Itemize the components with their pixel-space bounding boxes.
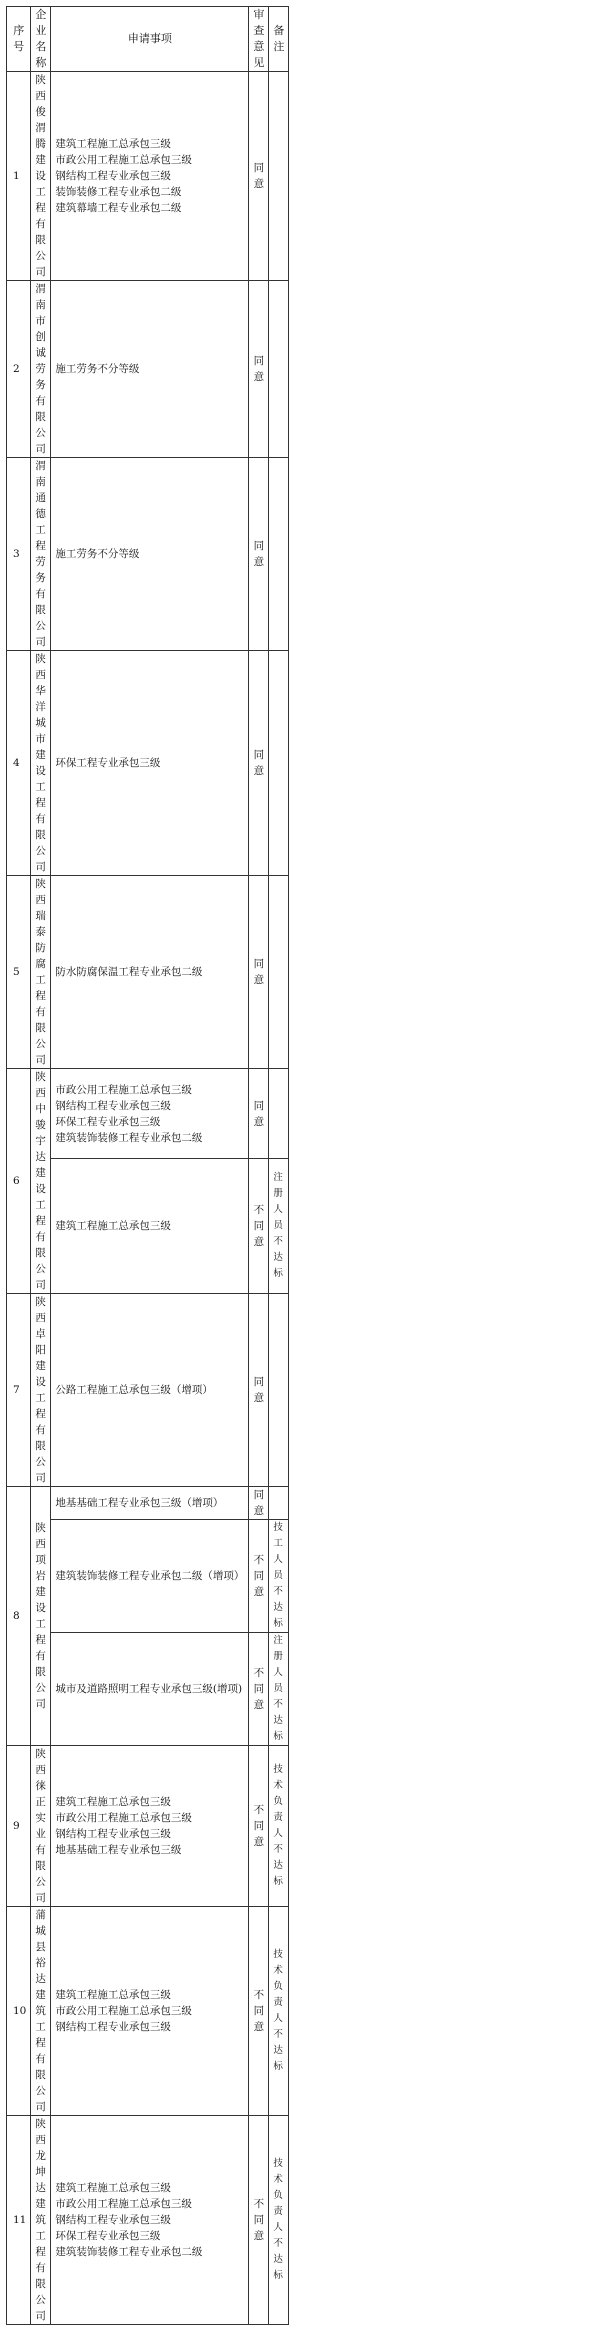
item-line: 环保工程专业承包三级 (55, 2230, 161, 2242)
header-seq-line2: 号 (13, 40, 25, 53)
item-line: 施工劳务不分等级 (55, 548, 140, 560)
items-cell (51, 1746, 249, 1907)
review-cell: 不同意 (249, 1633, 269, 1746)
note-cell (269, 876, 289, 1069)
items-cell (51, 876, 249, 1069)
note-cell: 注册人员不达标 (269, 1159, 289, 1294)
table-row (7, 1294, 289, 1487)
item-line: 钢结构工程专业承包三级 (55, 1828, 171, 1840)
item-line: 市政公用工程施工总承包三级 (55, 154, 192, 166)
item-line: 建筑工程施工总承包三级 (55, 2182, 171, 2194)
header-review-line2: 意见 (253, 40, 265, 69)
table-row (7, 651, 289, 876)
item-line: 建筑幕墙工程专业承包二级 (55, 202, 182, 214)
table-body (7, 72, 289, 2325)
seq-cell: 7 (7, 1294, 31, 1487)
table-row (7, 458, 289, 651)
items-cell (51, 1069, 249, 1159)
seq-cell: 8 (7, 1487, 31, 1746)
item-line: 钢结构工程专业承包三级 (55, 1099, 171, 1112)
review-cell: 不同意 (249, 1159, 269, 1294)
company-cell: 陕西徕正实业有限公司 (31, 1746, 51, 1907)
items-cell (51, 1294, 249, 1487)
note-cell (269, 1487, 289, 1520)
header-review (249, 7, 269, 72)
item-line: 防水防腐保温工程专业承包二级 (55, 966, 203, 978)
review-cell: 同意 (249, 1294, 269, 1487)
review-cell: 不同意 (249, 1907, 269, 2116)
item-line: 环保工程专业承包三级 (55, 1115, 161, 1128)
item-line: 建筑工程施工总承包三级 (55, 1220, 171, 1233)
company-cell: 陕西龙坤达建筑工程有限公司 (31, 2116, 51, 2325)
company-cell: 陕西俊渭腾建设工程有限公司 (31, 72, 51, 281)
review-cell: 同意 (249, 281, 269, 458)
item-line: 建筑装饰装修工程专业承包二级 (55, 1131, 203, 1144)
company-cell: 渭南市创诚劳务有限公司 (31, 281, 51, 458)
review-cell: 同意 (249, 72, 269, 281)
item-line: 钢结构工程专业承包三级 (55, 2214, 171, 2226)
review-cell: 不同意 (249, 2116, 269, 2325)
note-cell: 注册人员不达标 (269, 1633, 289, 1746)
review-cell: 同意 (249, 1487, 269, 1520)
table-row (7, 1746, 289, 1907)
table-row (7, 281, 289, 458)
item-line: 市政公用工程施工总承包三级 (55, 1083, 192, 1096)
header-row (7, 7, 289, 72)
header-items: 申请事项 (51, 7, 249, 72)
note-cell (269, 281, 289, 458)
company-cell: 蒲城县裕达建筑工程有限公司 (31, 1907, 51, 2116)
seq-cell: 5 (7, 876, 31, 1069)
item-line: 城市及道路照明工程专业承包三级(增项) (55, 1683, 243, 1695)
item-line: 地基基础工程专业承包三级（增项） (55, 1497, 224, 1509)
item-line: 环保工程专业承包三级 (55, 757, 161, 769)
company-cell: 陕西中骏宇达建设工程有限公司 (31, 1069, 51, 1294)
seq-cell: 6 (7, 1069, 31, 1294)
item-line: 建筑工程施工总承包三级 (55, 1989, 171, 2001)
note-cell: 技术负责人不达标 (269, 2116, 289, 2325)
note-cell (269, 651, 289, 876)
note-cell: 技术负责人不达标 (269, 1907, 289, 2116)
header-seq-line1: 序 (13, 24, 25, 37)
table-row (7, 2116, 289, 2325)
items-cell (51, 1907, 249, 2116)
note-cell (269, 458, 289, 651)
items-cell (51, 281, 249, 458)
item-line: 市政公用工程施工总承包三级 (55, 1812, 192, 1824)
item-line: 地基基础工程专业承包三级 (55, 1844, 182, 1856)
seq-cell: 1 (7, 72, 31, 281)
review-cell: 同意 (249, 1069, 269, 1159)
item-line: 装饰装修工程专业承包二级 (55, 186, 182, 198)
review-cell: 不同意 (249, 1520, 269, 1633)
item-line: 建筑工程施工总承包三级 (55, 1796, 171, 1808)
seq-cell: 3 (7, 458, 31, 651)
note-cell (269, 1294, 289, 1487)
item-line: 钢结构工程专业承包三级 (55, 170, 171, 182)
items-cell (51, 651, 249, 876)
company-cell: 陕西华洋城市建设工程有限公司 (31, 651, 51, 876)
note-cell (269, 72, 289, 281)
items-cell (51, 1520, 249, 1633)
review-cell: 同意 (249, 458, 269, 651)
item-line: 市政公用工程施工总承包三级 (55, 2198, 192, 2210)
item-line: 钢结构工程专业承包三级 (55, 2021, 171, 2033)
seq-cell: 4 (7, 651, 31, 876)
item-line: 建筑装饰装修工程专业承包二级 (55, 2246, 203, 2258)
table-row (7, 1487, 289, 1520)
seq-cell: 2 (7, 281, 31, 458)
seq-cell: 11 (7, 2116, 31, 2325)
item-line: 市政公用工程施工总承包三级 (55, 2005, 192, 2017)
review-cell: 同意 (249, 651, 269, 876)
item-line: 建筑工程施工总承包三级 (55, 138, 171, 150)
items-cell (51, 72, 249, 281)
header-company: 企业名称 (31, 7, 51, 72)
note-cell: 技工人员不达标 (269, 1520, 289, 1633)
item-line: 建筑装饰装修工程专业承包二级（增项） (55, 1570, 245, 1582)
company-cell: 渭南通德工程劳务有限公司 (31, 458, 51, 651)
company-cell: 陕西瑞泰防腐工程有限公司 (31, 876, 51, 1069)
header-seq (7, 7, 31, 72)
company-cell: 陕西项岩建设工程有限公司 (31, 1487, 51, 1746)
approval-table (6, 6, 289, 2325)
item-line: 施工劳务不分等级 (55, 363, 140, 375)
note-cell: 技术负责人不达标 (269, 1746, 289, 1907)
item-line: 公路工程施工总承包三级（增项） (55, 1384, 213, 1396)
items-cell (51, 1487, 249, 1520)
seq-cell: 10 (7, 1907, 31, 2116)
table-row (7, 1907, 289, 2116)
header-review-line1: 审查 (253, 8, 265, 37)
items-cell (51, 2116, 249, 2325)
review-cell: 不同意 (249, 1746, 269, 1907)
table-row (7, 876, 289, 1069)
note-cell (269, 1069, 289, 1159)
header-note: 备注 (269, 7, 289, 72)
items-cell (51, 458, 249, 651)
items-cell (51, 1633, 249, 1746)
items-cell (51, 1159, 249, 1294)
company-cell: 陕西卓阳建设工程有限公司 (31, 1294, 51, 1487)
table-row (7, 72, 289, 281)
table-row (7, 1069, 289, 1159)
seq-cell: 9 (7, 1746, 31, 1907)
review-cell: 同意 (249, 876, 269, 1069)
